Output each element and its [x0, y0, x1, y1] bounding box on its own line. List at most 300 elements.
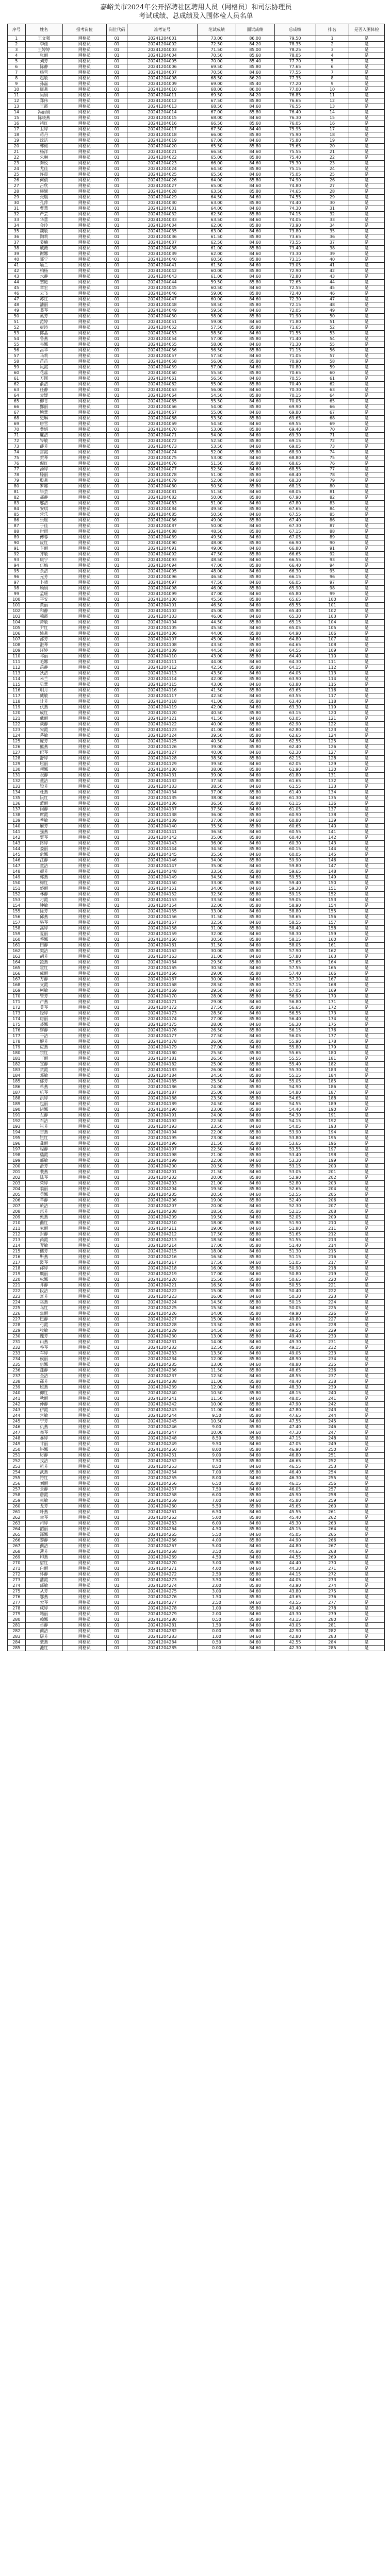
- cell-seq: 38: [8, 246, 26, 251]
- cell-post-code: 01: [107, 875, 127, 880]
- table-row: [8, 778, 385, 784]
- cell-interview-score: 85.80: [236, 1209, 274, 1215]
- cell-rank: 30: [316, 200, 349, 206]
- table-row: [8, 926, 385, 931]
- cell-seq: 15: [8, 115, 26, 121]
- cell-name: 薄芳: [25, 1549, 62, 1555]
- cell-post: 网格员: [62, 1124, 106, 1130]
- cell-interview-score: 84.60: [236, 750, 274, 756]
- cell-written-score: 48.00: [198, 569, 236, 574]
- cell-written-score: 14.00: [198, 1311, 236, 1317]
- cell-post-code: 01: [107, 387, 127, 393]
- cell-rank: 55: [316, 342, 349, 348]
- cell-post-code: 01: [107, 1606, 127, 1612]
- cell-physical-exam: 是: [349, 1039, 384, 1045]
- cell-rank: 269: [316, 1555, 349, 1561]
- cell-rank: 233: [316, 1351, 349, 1357]
- cell-post: 网格员: [62, 200, 106, 206]
- cell-interview-score: 84.60: [236, 977, 274, 982]
- cell-total-score: 59.40: [274, 880, 316, 886]
- cell-exam-number: 20241204220: [127, 1277, 198, 1283]
- cell-seq: 91: [8, 546, 26, 552]
- table-row: [8, 478, 385, 484]
- cell-exam-number: 20241204196: [127, 1141, 198, 1147]
- cell-seq: 31: [8, 206, 26, 212]
- cell-post: 网格员: [62, 1527, 106, 1532]
- cell-written-score: 64.50: [198, 195, 236, 200]
- cell-seq: 285: [8, 1646, 26, 1651]
- cell-name: 席霞: [25, 812, 62, 818]
- cell-post: 网格员: [62, 461, 106, 467]
- cell-post: 网格员: [62, 1566, 106, 1572]
- cell-written-score: 18.00: [198, 1249, 236, 1255]
- cell-post: 网格员: [62, 336, 106, 342]
- cell-name: 班燕: [25, 1385, 62, 1391]
- cell-total-score: 76.55: [274, 104, 316, 110]
- cell-exam-number: 20241204056: [127, 348, 198, 353]
- cell-interview-score: 85.80: [236, 869, 274, 875]
- cell-rank: 146: [316, 858, 349, 863]
- cell-seq: 209: [8, 1215, 26, 1221]
- cell-seq: 61: [8, 376, 26, 382]
- cell-rank: 264: [316, 1527, 349, 1532]
- cell-rank: 217: [316, 1260, 349, 1266]
- table-row: [8, 297, 385, 302]
- cell-interview-score: 84.60: [236, 1640, 274, 1646]
- cell-written-score: 65.00: [198, 155, 236, 161]
- cell-post-code: 01: [107, 138, 127, 144]
- cell-interview-score: 84.60: [236, 1385, 274, 1391]
- cell-rank: 101: [316, 603, 349, 608]
- cell-post-code: 01: [107, 540, 127, 546]
- cell-total-score: 53.30: [274, 1158, 316, 1164]
- cell-exam-number: 20241204158: [127, 926, 198, 931]
- cell-post-code: 01: [107, 1153, 127, 1158]
- cell-rank: 74: [316, 450, 349, 455]
- cell-post-code: 01: [107, 121, 127, 127]
- cell-seq: 36: [8, 234, 26, 240]
- cell-seq: 124: [8, 733, 26, 739]
- cell-seq: 270: [8, 1561, 26, 1566]
- table-row: [8, 903, 385, 909]
- cell-post-code: 01: [107, 178, 127, 183]
- cell-exam-number: 20241204078: [127, 472, 198, 478]
- cell-post-code: 01: [107, 1084, 127, 1090]
- cell-exam-number: 20241204227: [127, 1317, 198, 1323]
- cell-post: 网格员: [62, 155, 106, 161]
- cell-interview-score: 85.80: [236, 1357, 274, 1362]
- cell-seq: 184: [8, 1073, 26, 1079]
- cell-seq: 176: [8, 1028, 26, 1033]
- cell-physical-exam: 是: [349, 1521, 384, 1527]
- cell-written-score: 60.50: [198, 285, 236, 291]
- cell-seq: 210: [8, 1221, 26, 1226]
- cell-physical-exam: 是: [349, 478, 384, 484]
- cell-rank: 258: [316, 1493, 349, 1498]
- cell-name: 戎洁: [25, 1459, 62, 1464]
- cell-total-score: 68.55: [274, 467, 316, 472]
- table-row: [8, 455, 385, 461]
- table-row: [8, 1640, 385, 1646]
- cell-post-code: 01: [107, 489, 127, 495]
- cell-rank: 133: [316, 784, 349, 790]
- cell-name: 仲静: [25, 1402, 62, 1408]
- cell-name: 奚芳: [25, 314, 62, 319]
- cell-post: 网格员: [62, 739, 106, 744]
- cell-seq: 260: [8, 1504, 26, 1510]
- cell-total-score: 51.05: [274, 1260, 316, 1266]
- cell-rank: 13: [316, 104, 349, 110]
- cell-post-code: 01: [107, 302, 127, 308]
- cell-name: 印燕: [25, 1555, 62, 1561]
- cell-post-code: 01: [107, 393, 127, 399]
- cell-rank: 172: [316, 1005, 349, 1011]
- cell-post-code: 01: [107, 1487, 127, 1493]
- cell-seq: 265: [8, 1532, 26, 1538]
- cell-name: 巫燕: [25, 1300, 62, 1306]
- cell-post: 网格员: [62, 98, 106, 104]
- cell-total-score: 59.15: [274, 892, 316, 897]
- cell-interview-score: 84.60: [236, 603, 274, 608]
- cell-rank: 154: [316, 903, 349, 909]
- cell-rank: 221: [316, 1283, 349, 1289]
- cell-interview-score: 85.80: [236, 132, 274, 138]
- cell-written-score: 19.00: [198, 1198, 236, 1204]
- cell-written-score: 45.50: [198, 625, 236, 631]
- cell-exam-number: 20241204016: [127, 121, 198, 127]
- cell-seq: 155: [8, 909, 26, 914]
- table-row: [8, 76, 385, 81]
- cell-rank: 93: [316, 557, 349, 563]
- cell-seq: 141: [8, 829, 26, 835]
- cell-name: 伊霞: [25, 1408, 62, 1413]
- cell-interview-score: 84.60: [236, 138, 274, 144]
- cell-name: 姜楠: [25, 240, 62, 246]
- cell-post-code: 01: [107, 688, 127, 693]
- cell-written-score: 28.50: [198, 1011, 236, 1016]
- cell-exam-number: 20241204195: [127, 1136, 198, 1141]
- cell-rank: 35: [316, 229, 349, 234]
- cell-seq: 269: [8, 1555, 26, 1561]
- table-row: [8, 744, 385, 750]
- cell-exam-number: 20241204259: [127, 1498, 198, 1504]
- cell-post-code: 01: [107, 552, 127, 557]
- cell-total-score: 78.25: [274, 47, 316, 53]
- table-row: [8, 110, 385, 115]
- cell-post-code: 01: [107, 795, 127, 801]
- cell-written-score: 32.00: [198, 903, 236, 909]
- cell-exam-number: 20241204139: [127, 818, 198, 824]
- cell-rank: 152: [316, 892, 349, 897]
- cell-written-score: 66.50: [198, 149, 236, 155]
- cell-name: 林静: [25, 892, 62, 897]
- cell-rank: 24: [316, 166, 349, 172]
- header-exam-number: 准考证号: [127, 24, 198, 36]
- cell-total-score: 75.65: [274, 144, 316, 149]
- table-row: [8, 1504, 385, 1510]
- cell-name: 元芳: [25, 574, 62, 580]
- cell-total-score: 54.90: [274, 1084, 316, 1090]
- table-row: [8, 841, 385, 846]
- cell-physical-exam: 是: [349, 1153, 384, 1158]
- cell-exam-number: 20241204015: [127, 115, 198, 121]
- cell-post-code: 01: [107, 642, 127, 648]
- cell-written-score: 64.50: [198, 166, 236, 172]
- cell-written-score: 10.50: [198, 1419, 236, 1425]
- cell-written-score: 4.00: [198, 1538, 236, 1544]
- cell-interview-score: 84.60: [236, 1056, 274, 1062]
- cell-exam-number: 20241204173: [127, 1011, 198, 1016]
- cell-post: 网格员: [62, 540, 106, 546]
- cell-rank: 87: [316, 523, 349, 529]
- cell-written-score: 14.50: [198, 1328, 236, 1334]
- cell-name: 潘丽: [25, 302, 62, 308]
- cell-written-score: 70.50: [198, 70, 236, 76]
- cell-interview-score: 84.60: [236, 1124, 274, 1130]
- cell-name: 惠芳: [25, 1209, 62, 1215]
- cell-name: 花蕊: [25, 370, 62, 376]
- cell-physical-exam: 是: [349, 1464, 384, 1470]
- cell-rank: 3: [316, 47, 349, 53]
- cell-rank: 249: [316, 1442, 349, 1447]
- table-row: [8, 1028, 385, 1033]
- cell-total-score: 47.90: [274, 1402, 316, 1408]
- cell-post: 网格员: [62, 246, 106, 251]
- cell-rank: 280: [316, 1617, 349, 1623]
- table-row: [8, 251, 385, 257]
- cell-rank: 235: [316, 1362, 349, 1368]
- cell-rank: 246: [316, 1425, 349, 1430]
- cell-written-score: 4.00: [198, 1566, 236, 1572]
- cell-seq: 208: [8, 1209, 26, 1215]
- cell-interview-score: 84.60: [236, 875, 274, 880]
- cell-rank: 177: [316, 1033, 349, 1039]
- cell-exam-number: 20241204010: [127, 87, 198, 93]
- cell-post-code: 01: [107, 1595, 127, 1600]
- cell-rank: 123: [316, 727, 349, 733]
- cell-written-score: 6.50: [198, 1481, 236, 1487]
- cell-post: 网格员: [62, 552, 106, 557]
- cell-rank: 241: [316, 1396, 349, 1402]
- cell-seq: 254: [8, 1470, 26, 1476]
- cell-physical-exam: 是: [349, 1158, 384, 1164]
- cell-interview-score: 84.60: [236, 818, 274, 824]
- cell-physical-exam: 是: [349, 1050, 384, 1056]
- cell-total-score: 67.15: [274, 529, 316, 535]
- cell-exam-number: 20241204276: [127, 1595, 198, 1600]
- cell-total-score: 52.65: [274, 1187, 316, 1192]
- cell-written-score: 33.00: [198, 909, 236, 914]
- cell-written-score: 41.00: [198, 699, 236, 705]
- cell-written-score: 12.50: [198, 1374, 236, 1379]
- cell-exam-number: 20241204157: [127, 920, 198, 926]
- cell-post-code: 01: [107, 472, 127, 478]
- cell-post-code: 01: [107, 1379, 127, 1385]
- table-row: [8, 994, 385, 999]
- cell-name: 翁丽: [25, 1187, 62, 1192]
- cell-physical-exam: 是: [349, 1527, 384, 1532]
- cell-seq: 69: [8, 421, 26, 427]
- cell-interview-score: 85.80: [236, 1334, 274, 1340]
- cell-seq: 131: [8, 773, 26, 778]
- cell-written-score: 46.50: [198, 603, 236, 608]
- cell-post-code: 01: [107, 858, 127, 863]
- cell-exam-number: 20241204065: [127, 399, 198, 404]
- header-total-score: 总成绩: [274, 24, 316, 36]
- table-row: [8, 1345, 385, 1351]
- cell-written-score: 7.50: [198, 1487, 236, 1493]
- cell-exam-number: 20241204239: [127, 1385, 198, 1391]
- cell-post: 网格员: [62, 223, 106, 229]
- cell-interview-score: 84.60: [236, 161, 274, 166]
- cell-post-code: 01: [107, 1232, 127, 1238]
- table-row: [8, 1476, 385, 1481]
- cell-physical-exam: 是: [349, 42, 384, 47]
- cell-seq: 206: [8, 1198, 26, 1204]
- cell-written-score: 26.00: [198, 1067, 236, 1073]
- cell-interview-score: 85.80: [236, 744, 274, 750]
- cell-name: 陆琴: [25, 1175, 62, 1181]
- cell-rank: 73: [316, 444, 349, 450]
- cell-written-score: 2.00: [198, 1612, 236, 1617]
- cell-rank: 188: [316, 1096, 349, 1101]
- table-row: [8, 614, 385, 620]
- cell-seq: 231: [8, 1340, 26, 1345]
- cell-exam-number: 20241204250: [127, 1447, 198, 1453]
- table-row: [8, 1493, 385, 1498]
- cell-post: 网格员: [62, 1453, 106, 1459]
- cell-physical-exam: 是: [349, 1147, 384, 1153]
- cell-post: 网格员: [62, 189, 106, 195]
- cell-total-score: 77.65: [274, 64, 316, 70]
- cell-seq: 179: [8, 1045, 26, 1050]
- cell-written-score: 14.50: [198, 1300, 236, 1306]
- cell-rank: 57: [316, 353, 349, 359]
- cell-exam-number: 20241204132: [127, 778, 198, 784]
- cell-post: 网格员: [62, 455, 106, 461]
- cell-total-score: 45.90: [274, 1493, 316, 1498]
- table-row: [8, 353, 385, 359]
- cell-rank: 64: [316, 393, 349, 399]
- cell-rank: 139: [316, 818, 349, 824]
- table-row: [8, 1016, 385, 1022]
- cell-physical-exam: 是: [349, 914, 384, 920]
- cell-physical-exam: 是: [349, 416, 384, 421]
- cell-written-score: 9.50: [198, 1413, 236, 1419]
- cell-physical-exam: 是: [349, 1175, 384, 1181]
- cell-total-score: 44.80: [274, 1544, 316, 1549]
- cell-name: 范婷: [25, 319, 62, 325]
- header-name: 姓名: [25, 24, 62, 36]
- cell-seq: 60: [8, 370, 26, 376]
- cell-post-code: 01: [107, 257, 127, 263]
- table-row: [8, 563, 385, 569]
- cell-exam-number: 20241204148: [127, 869, 198, 875]
- table-row: [8, 1572, 385, 1578]
- table-row: [8, 1136, 385, 1141]
- cell-written-score: 62.50: [198, 240, 236, 246]
- cell-physical-exam: 是: [349, 1311, 384, 1317]
- cell-total-score: 64.15: [274, 665, 316, 671]
- cell-exam-number: 20241204006: [127, 64, 198, 70]
- table-row: [8, 931, 385, 937]
- cell-physical-exam: 是: [349, 359, 384, 365]
- table-row: [8, 603, 385, 608]
- cell-total-score: 68.15: [274, 484, 316, 489]
- cell-rank: 250: [316, 1447, 349, 1453]
- cell-post: 网格员: [62, 178, 106, 183]
- cell-post-code: 01: [107, 869, 127, 875]
- cell-name: 包丽: [25, 1101, 62, 1107]
- cell-physical-exam: 是: [349, 1345, 384, 1351]
- cell-exam-number: 20241204225: [127, 1306, 198, 1311]
- cell-total-score: 72.65: [274, 280, 316, 285]
- cell-written-score: 9.50: [198, 1442, 236, 1447]
- cell-total-score: 76.65: [274, 98, 316, 104]
- cell-exam-number: 20241204091: [127, 546, 198, 552]
- cell-post: 网格员: [62, 127, 106, 132]
- cell-exam-number: 20241204170: [127, 994, 198, 999]
- cell-seq: 181: [8, 1056, 26, 1062]
- cell-physical-exam: 是: [349, 1130, 384, 1136]
- cell-physical-exam: 是: [349, 807, 384, 812]
- cell-name: 骆琴: [25, 920, 62, 926]
- cell-name: 车婷: [25, 1351, 62, 1357]
- cell-name: 蒋丹: [25, 132, 62, 138]
- cell-seq: 82: [8, 495, 26, 501]
- cell-rank: 20: [316, 144, 349, 149]
- table-row: [8, 835, 385, 841]
- cell-name: 成红: [25, 710, 62, 716]
- cell-total-score: 54.80: [274, 1090, 316, 1096]
- cell-name: 甘丽: [25, 1442, 62, 1447]
- cell-exam-number: 20241204046: [127, 291, 198, 297]
- cell-post: 网格员: [62, 1170, 106, 1175]
- cell-rank: 105: [316, 625, 349, 631]
- cell-total-score: 62.15: [274, 756, 316, 761]
- cell-name: 娄丽: [25, 846, 62, 852]
- cell-written-score: 58.00: [198, 314, 236, 319]
- cell-exam-number: 20241204216: [127, 1255, 198, 1260]
- cell-rank: 28: [316, 189, 349, 195]
- cell-physical-exam: 是: [349, 756, 384, 761]
- cell-rank: 232: [316, 1345, 349, 1351]
- cell-physical-exam: 是: [349, 1096, 384, 1101]
- table-row: [8, 132, 385, 138]
- cell-exam-number: 20241204279: [127, 1612, 198, 1617]
- cell-written-score: 5.50: [198, 1532, 236, 1538]
- cell-post-code: 01: [107, 98, 127, 104]
- cell-post-code: 01: [107, 1124, 127, 1130]
- table-row: [8, 574, 385, 580]
- cell-interview-score: 85.40: [236, 81, 274, 87]
- cell-seq: 20: [8, 144, 26, 149]
- cell-seq: 262: [8, 1515, 26, 1521]
- cell-post-code: 01: [107, 784, 127, 790]
- cell-exam-number: 20241204194: [127, 1130, 198, 1136]
- cell-exam-number: 20241204097: [127, 580, 198, 586]
- cell-post: 网格员: [62, 1629, 106, 1634]
- cell-post-code: 01: [107, 812, 127, 818]
- cell-rank: 223: [316, 1294, 349, 1300]
- cell-physical-exam: 是: [349, 1011, 384, 1016]
- cell-exam-number: 20241204253: [127, 1464, 198, 1470]
- cell-name: 褚红: [25, 121, 62, 127]
- cell-name: 柯敏: [25, 988, 62, 994]
- table-row: [8, 1158, 385, 1164]
- cell-post: 网格员: [62, 1538, 106, 1544]
- cell-post: 网格员: [62, 1544, 106, 1549]
